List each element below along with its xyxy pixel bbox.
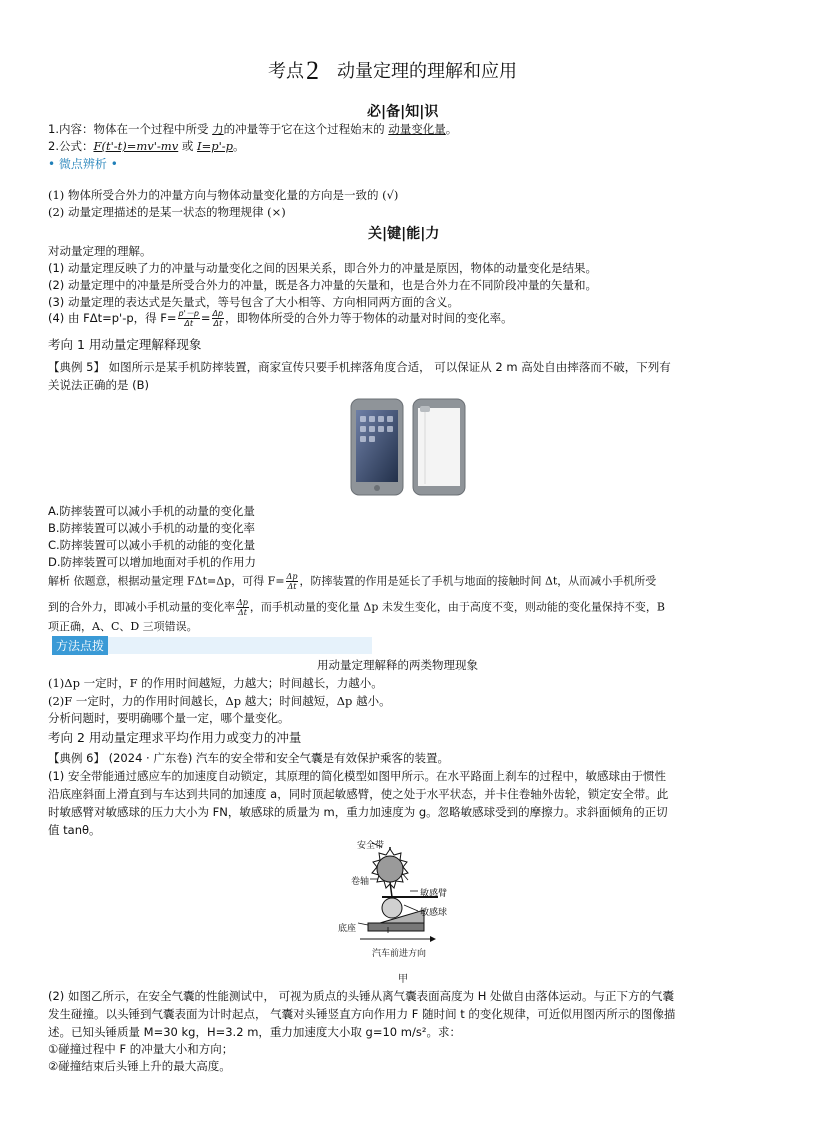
label-sensitive-arm: 敏感臂 xyxy=(420,889,448,899)
method-point-2: (2)F 一定时，力的作用时间越长，Δp 越大；时间越短，Δp 越小。 xyxy=(48,694,391,708)
judge-item-1: (1) 物体所受合外力的冲量方向与物体动量变化量的方向是一致的 (√) xyxy=(48,188,399,202)
understand-intro: 对动量定理的理解。 xyxy=(48,244,152,258)
method-point-1: (1)Δp 一定时，F 的作用时间越短，力越大；时间越长，力越小。 xyxy=(48,676,383,690)
solution-line-2: 到的合外力，即减小手机动量的变化率 $\frac{\Delta p}{\Delta t}$ ，而手机动量的变化量 Δp 未发生变化，由于高度不变，则动能的变化量保持不变，B xyxy=(48,598,665,617)
micro-analysis-label: • 微点辨析 • xyxy=(48,157,118,171)
example-6-part1-l1: (1) 安全带能通过感应车的加速度自动锁定，其原理的简化模型如图甲所示。在水平路面上刹车的过程中，敏感球由于惯性 xyxy=(48,769,666,783)
label-sensitive-ball: 敏感球 xyxy=(420,908,448,918)
title-number: 2 xyxy=(306,56,319,85)
method-tag: 方法点拨 xyxy=(52,636,108,655)
title-prefix: 考点 xyxy=(268,61,304,82)
label-base: 底座 xyxy=(338,924,357,934)
understand-p2: (2) 动量定理中的冲量是所受合外力的冲量，既是各力冲量的矢量和，也是合外力在不同阶段冲量的矢量和。 xyxy=(48,278,597,292)
section-heading-knowledge: 必|备|知|识 xyxy=(367,104,439,120)
label-car-direction: 汽车前进方向 xyxy=(372,949,427,959)
example-6-part2-l1: (2) 如图乙所示，在安全气囊的性能测试中， 可视为质点的头锤从离气囊表面高度为 H 处做自由落体运动。与正下方的气囊 xyxy=(48,989,675,1003)
example-6-part2-l3: 述。已知头锤质量 M=30 kg，H=3.2 m，重力加速度大小取 g=10 m/s²。求： xyxy=(48,1025,461,1039)
label-reel: 卷轴 xyxy=(351,877,370,887)
example-6-part2-l2: 发生碰撞。以头锤到气囊表面为计时起点， 气囊对头锤竖直方向作用力 F 随时间 t 的变化规律，可近似用图丙所示的图像描 xyxy=(48,1007,676,1021)
content-line: 1.内容：物体在一个过程中所受 力的冲量等于它在这个过程始末的 动量变化量。 xyxy=(48,122,458,136)
understand-p4: (4) 由 FΔt=p'-p，得 F= $\frac{p'-p}{\Delta t}$ = $\frac{\Delta p}{\Delta t}$ ，即物体所受的合外力等于物体的动量对时间的变化率。 xyxy=(48,309,513,328)
example-6-part1-l2: 沿底座斜面上滑直到与车达到共同的加速度 a，同时顶起敏感臂，使之处于水平状态，并卡住卷轴外齿轮，锁定安全带。此 xyxy=(48,787,669,801)
title-text: 动量定理的理解和应用 xyxy=(337,61,517,82)
question-1: ①碰撞过程中 F 的冲量大小和方向； xyxy=(48,1042,234,1056)
understand-p3: (3) 动量定理的表达式是矢量式，等号包含了大小相等、方向相同两方面的含义。 xyxy=(48,295,459,309)
example-6-line1: 【典例 6】 (2024 · 广东卷) 汽车的安全带和安全气囊是有效保护乘客的装置。 xyxy=(48,751,449,765)
section-heading-ability: 关|键|能|力 xyxy=(368,226,440,242)
option-c: C.防摔装置可以减小手机的动能的变化量 xyxy=(48,538,256,552)
solution-line-1: 解析 依题意，根据动量定理 FΔt=Δp，可得 F= $\frac{\Delta p}{\Delta t}$ ，防摔装置的作用是延长了手机与地面的接触时间 Δt，从而减小手机所受 xyxy=(48,572,657,591)
option-b: B.防摔装置可以减小手机的动量的变化率 xyxy=(48,521,256,535)
judge-item-2: (2) 动量定理描述的是某一状态的物理规律 (×) xyxy=(48,205,286,219)
question-2: ②碰撞结束后头锤上升的最大高度。 xyxy=(48,1059,231,1073)
figure-caption: 甲 xyxy=(398,974,408,985)
example-6-part1-l4: 值 tanθ。 xyxy=(48,823,101,837)
understand-p1: (1) 动量定理反映了力的冲量与动量变化之间的因果关系，即合外力的冲量是原因，物体的动量变化是结果。 xyxy=(48,261,597,275)
example-6-part1-l3: 时敏感臂对敏感球的压力大小为 FN，敏感球的质量为 m，重力加速度为 g。忽略敏感球受到的摩擦力。求斜面倾角的正切 xyxy=(48,805,668,819)
label-safety-belt: 安全带 xyxy=(357,841,385,851)
solution-line-3: 项正确，A、C、D 三项错误。 xyxy=(48,620,198,633)
example-5-line2: 关说法正确的是 (B) xyxy=(48,378,150,392)
method-point-3: 分析问题时，要明确哪个量一定，哪个量变化。 xyxy=(48,711,290,725)
method-subtitle: 用动量定理解释的两类物理现象 xyxy=(317,658,478,672)
example-5-line1: 【典例 5】 如图所示是某手机防摔装置，商家宣传只要手机摔落角度合适， 可以保证从 2 m 高处自由摔落而不破，下列有 xyxy=(48,360,671,374)
page-title xyxy=(268,56,517,86)
option-a: A.防摔装置可以减小手机的动量的变化量 xyxy=(48,504,255,518)
direction-2-heading: 考向 2 用动量定理求平均作用力或变力的冲量 xyxy=(48,730,302,745)
direction-1-heading: 考向 1 用动量定理解释现象 xyxy=(48,337,202,352)
option-d: D.防摔装置可以增加地面对手机的作用力 xyxy=(48,555,257,569)
formula-line: 2.公式：F(t'-t)=mv'-mv 或 I=p'-p。 xyxy=(48,139,245,153)
phone-case-image xyxy=(350,398,466,496)
